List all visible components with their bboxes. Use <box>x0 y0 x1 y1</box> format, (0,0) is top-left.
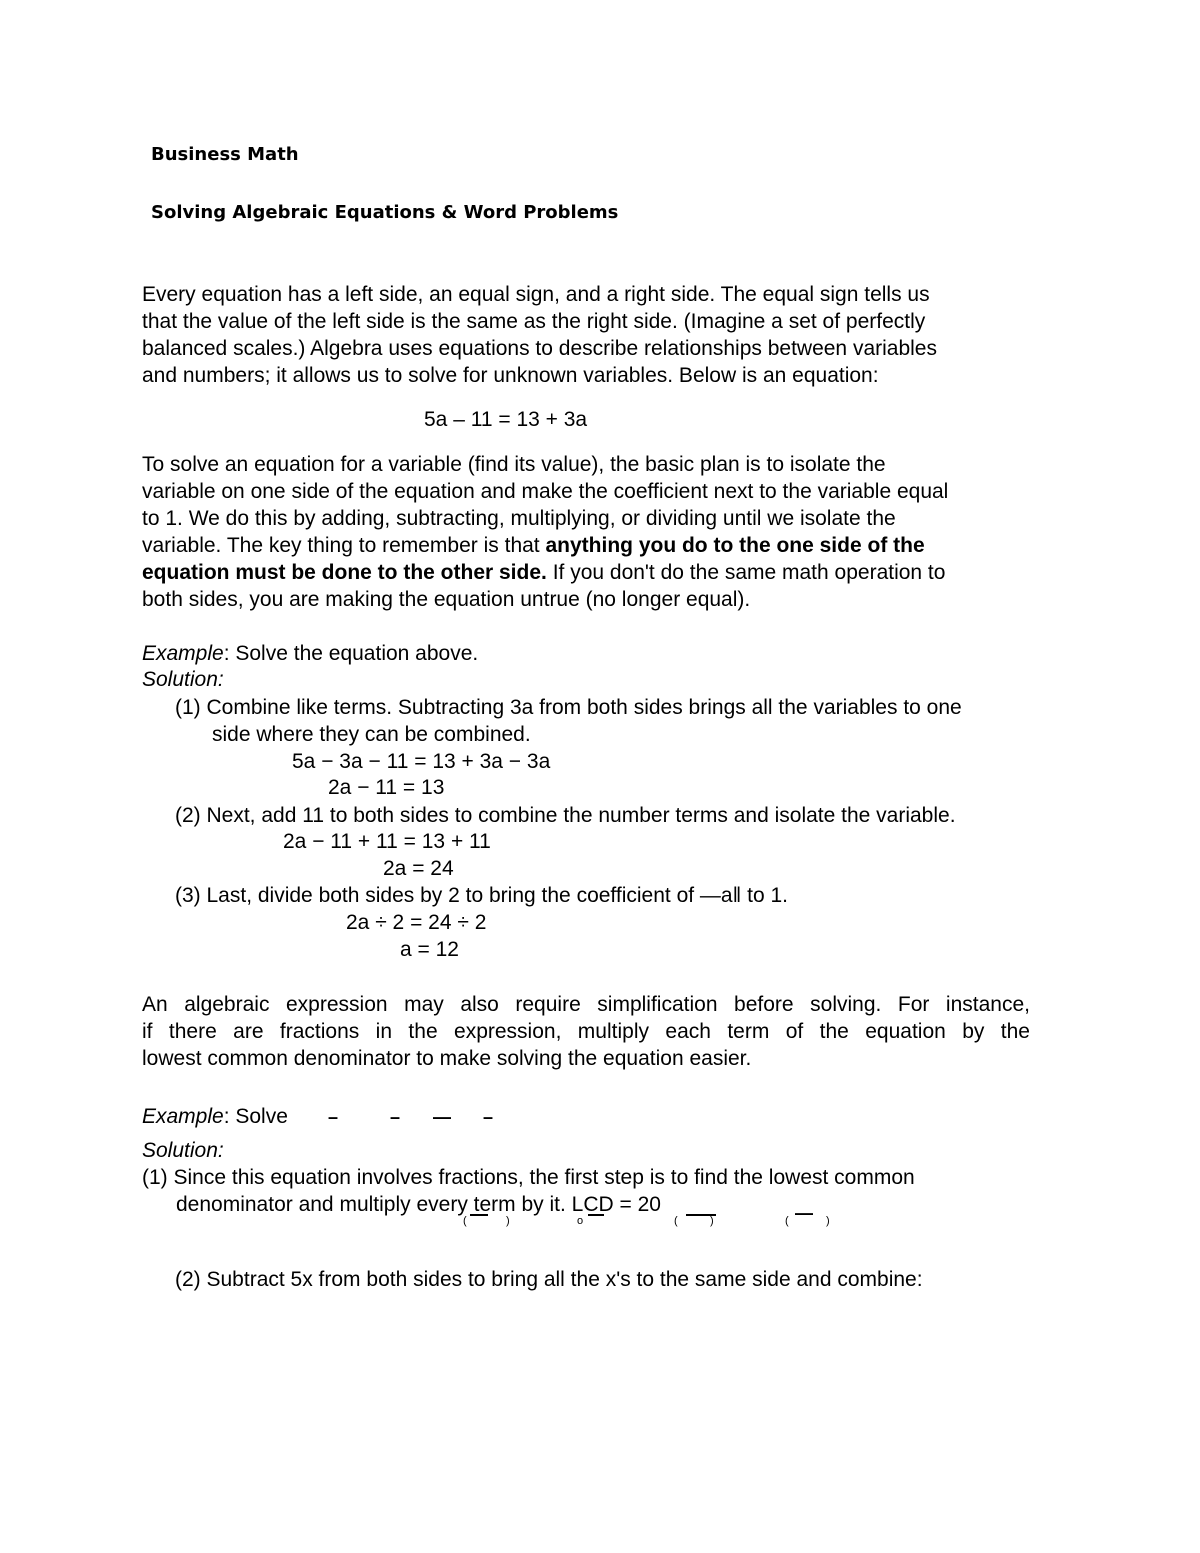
paren-mark: o <box>577 1215 584 1227</box>
plan-line: to 1. We do this by adding, subtracting, multiplying, or dividing until we isolate the <box>142 507 896 530</box>
paren-mark: ) <box>710 1215 714 1227</box>
solve-plan-paragraph <box>142 451 1032 613</box>
key-rule-bold: equation must be done to the other side. <box>142 561 547 584</box>
fraction-bar: — <box>433 1107 451 1127</box>
main-equation: 5a – 11 = 13 + 3a <box>424 408 588 431</box>
example1-step1-cont: side where they can be combined. <box>212 723 531 746</box>
paren-mark: ( <box>674 1215 678 1227</box>
example1-step3-eq-result: a = 12 <box>400 938 459 961</box>
paren-mark: ) <box>826 1215 830 1227</box>
fraction-bar: — <box>795 1203 813 1223</box>
simplify-line: An algebraic expression may also require simplification before solving. For instance, <box>142 993 1030 1016</box>
fraction-bar: – <box>328 1107 339 1127</box>
intro-line: that the value of the left side is the same as the right side. (Imagine a set of perfectly <box>142 310 926 333</box>
simplify-line: if there are fractions in the expression, multiply each term of the equation by the <box>142 1020 1030 1043</box>
plan-line: To solve an equation for a variable (find its value), the basic plan is to isolate the <box>142 453 886 476</box>
fraction-underline <box>588 1214 604 1216</box>
document-subtitle: Solving Algebraic Equations & Word Problems <box>151 202 619 223</box>
fraction-bar: – <box>390 1107 401 1127</box>
example1-step3: (3) Last, divide both sides by 2 to bring the coefficient of ―a‖ to 1. <box>175 884 788 907</box>
intro-line: and numbers; it allows us to solve for unknown variables. Below is an equation: <box>142 364 879 387</box>
plan-line <box>142 559 1032 586</box>
intro-line: balanced scales.) Algebra uses equations to describe relationships between variables <box>142 337 937 360</box>
plan-line-text: variable. The key thing to remember is that <box>142 534 546 557</box>
example-label: Example <box>142 1105 224 1128</box>
example2-step1-cont: denominator and multiply every term by it. LCD = 20 <box>176 1193 661 1216</box>
example2-heading <box>142 1104 288 1130</box>
example1-step1-eq: 5a − 3a − 11 = 13 + 3a − 3a <box>292 750 551 773</box>
example1-solution-label: Solution: <box>142 668 224 691</box>
key-rule-bold: anything you do to the one side of the <box>545 534 925 557</box>
example1-step2-eq-result: 2a = 24 <box>383 857 454 880</box>
fraction-bar: – <box>483 1107 494 1127</box>
intro-paragraph <box>142 281 1032 389</box>
intro-line: Every equation has a left side, an equal sign, and a right side. The equal sign tells us <box>142 283 930 306</box>
plan-line: both sides, you are making the equation untrue (no longer equal). <box>142 588 751 611</box>
example1-step1: (1) Combine like terms. Subtracting 3a from both sides brings all the variables to one <box>175 696 962 719</box>
plan-line-text: If you don't do the same math operation to <box>546 561 946 584</box>
example2-solution-label: Solution: <box>142 1139 224 1162</box>
paren-mark: ) <box>506 1215 510 1227</box>
document-title: Business Math <box>151 144 299 165</box>
example2-step2: (2) Subtract 5x from both sides to bring all the x's to the same side and combine: <box>175 1268 923 1291</box>
fraction-underline <box>470 1214 488 1216</box>
example1-step1-eq-result: 2a − 11 = 13 <box>328 776 445 799</box>
example1-step2: (2) Next, add 11 to both sides to combine the number terms and isolate the variable. <box>175 804 956 827</box>
paren-mark: ( <box>463 1215 467 1227</box>
paren-mark: ( <box>785 1215 789 1227</box>
example-label: Example <box>142 642 224 665</box>
example2-step1: (1) Since this equation involves fractions, the first step is to find the lowest common <box>142 1166 915 1189</box>
example1-step2-eq: 2a − 11 + 11 = 13 + 11 <box>283 830 491 853</box>
simplify-paragraph <box>142 991 1032 1072</box>
example1-step3-eq: 2a ÷ 2 = 24 ÷ 2 <box>346 911 487 934</box>
example1-heading <box>142 641 478 667</box>
example-text: : Solve <box>223 1105 288 1128</box>
simplify-line: lowest common denominator to make solving the equation easier. <box>142 1047 752 1070</box>
plan-line <box>142 532 1032 559</box>
plan-line: variable on one side of the equation and make the coefficient next to the variable equal <box>142 480 949 503</box>
example-text: : Solve the equation above. <box>223 642 479 665</box>
